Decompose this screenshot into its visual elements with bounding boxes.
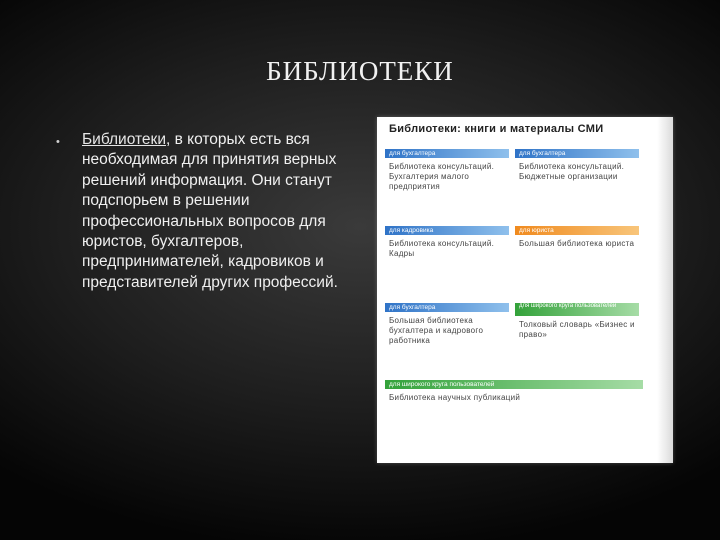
library-name: Библиотека консультаций. Кадры — [389, 239, 495, 258]
slide-body — [56, 130, 346, 293]
slide-title: БИБЛИОТЕКИ — [266, 56, 454, 86]
library-cell-wide — [385, 380, 665, 403]
library-name: Библиотека консультаций. Бухгалтерия малого предприятия — [389, 162, 495, 191]
category-bar: для юриста — [515, 226, 639, 235]
category-bar: для широкого круга пользователей — [385, 380, 643, 389]
panel-shade — [657, 117, 673, 463]
libraries-link[interactable]: Библиотеки — [82, 131, 166, 148]
library-cell — [385, 303, 509, 380]
library-cell — [515, 226, 639, 303]
category-bar: для кадровика — [385, 226, 509, 235]
paragraph-text: , в которых есть вся необходимая для принятия верных решений информация. Они станут подспорьем в решении профессиональных вопросов для юристов, бухгалтеров, предпринимателей, кадровиков и представителей других профессий. — [82, 131, 338, 291]
category-bar: для бухгалтера — [385, 303, 509, 312]
library-name: Большая библиотека бухгалтера и кадрового работника — [389, 316, 484, 345]
category-bar: для бухгалтера — [385, 149, 509, 158]
library-cell — [515, 149, 639, 226]
library-cell — [515, 303, 639, 380]
library-name: Большая библиотека юриста — [519, 239, 635, 248]
bullet-icon: • — [56, 136, 60, 148]
category-bar: для бухгалтера — [515, 149, 639, 158]
library-cell — [385, 226, 509, 303]
library-cell — [385, 149, 509, 226]
library-name: Библиотека консультаций. Бюджетные организации — [519, 162, 625, 181]
bullet-paragraph — [82, 130, 346, 293]
library-grid — [385, 149, 665, 380]
library-name: Толковый словарь «Бизнес и право» — [519, 320, 635, 339]
category-bar: для широкого круга пользователей — [515, 303, 639, 316]
libraries-panel-image — [377, 117, 673, 463]
library-name: Библиотека научных публикаций — [389, 393, 521, 402]
panel-title: Библиотеки: книги и материалы СМИ — [389, 123, 604, 135]
